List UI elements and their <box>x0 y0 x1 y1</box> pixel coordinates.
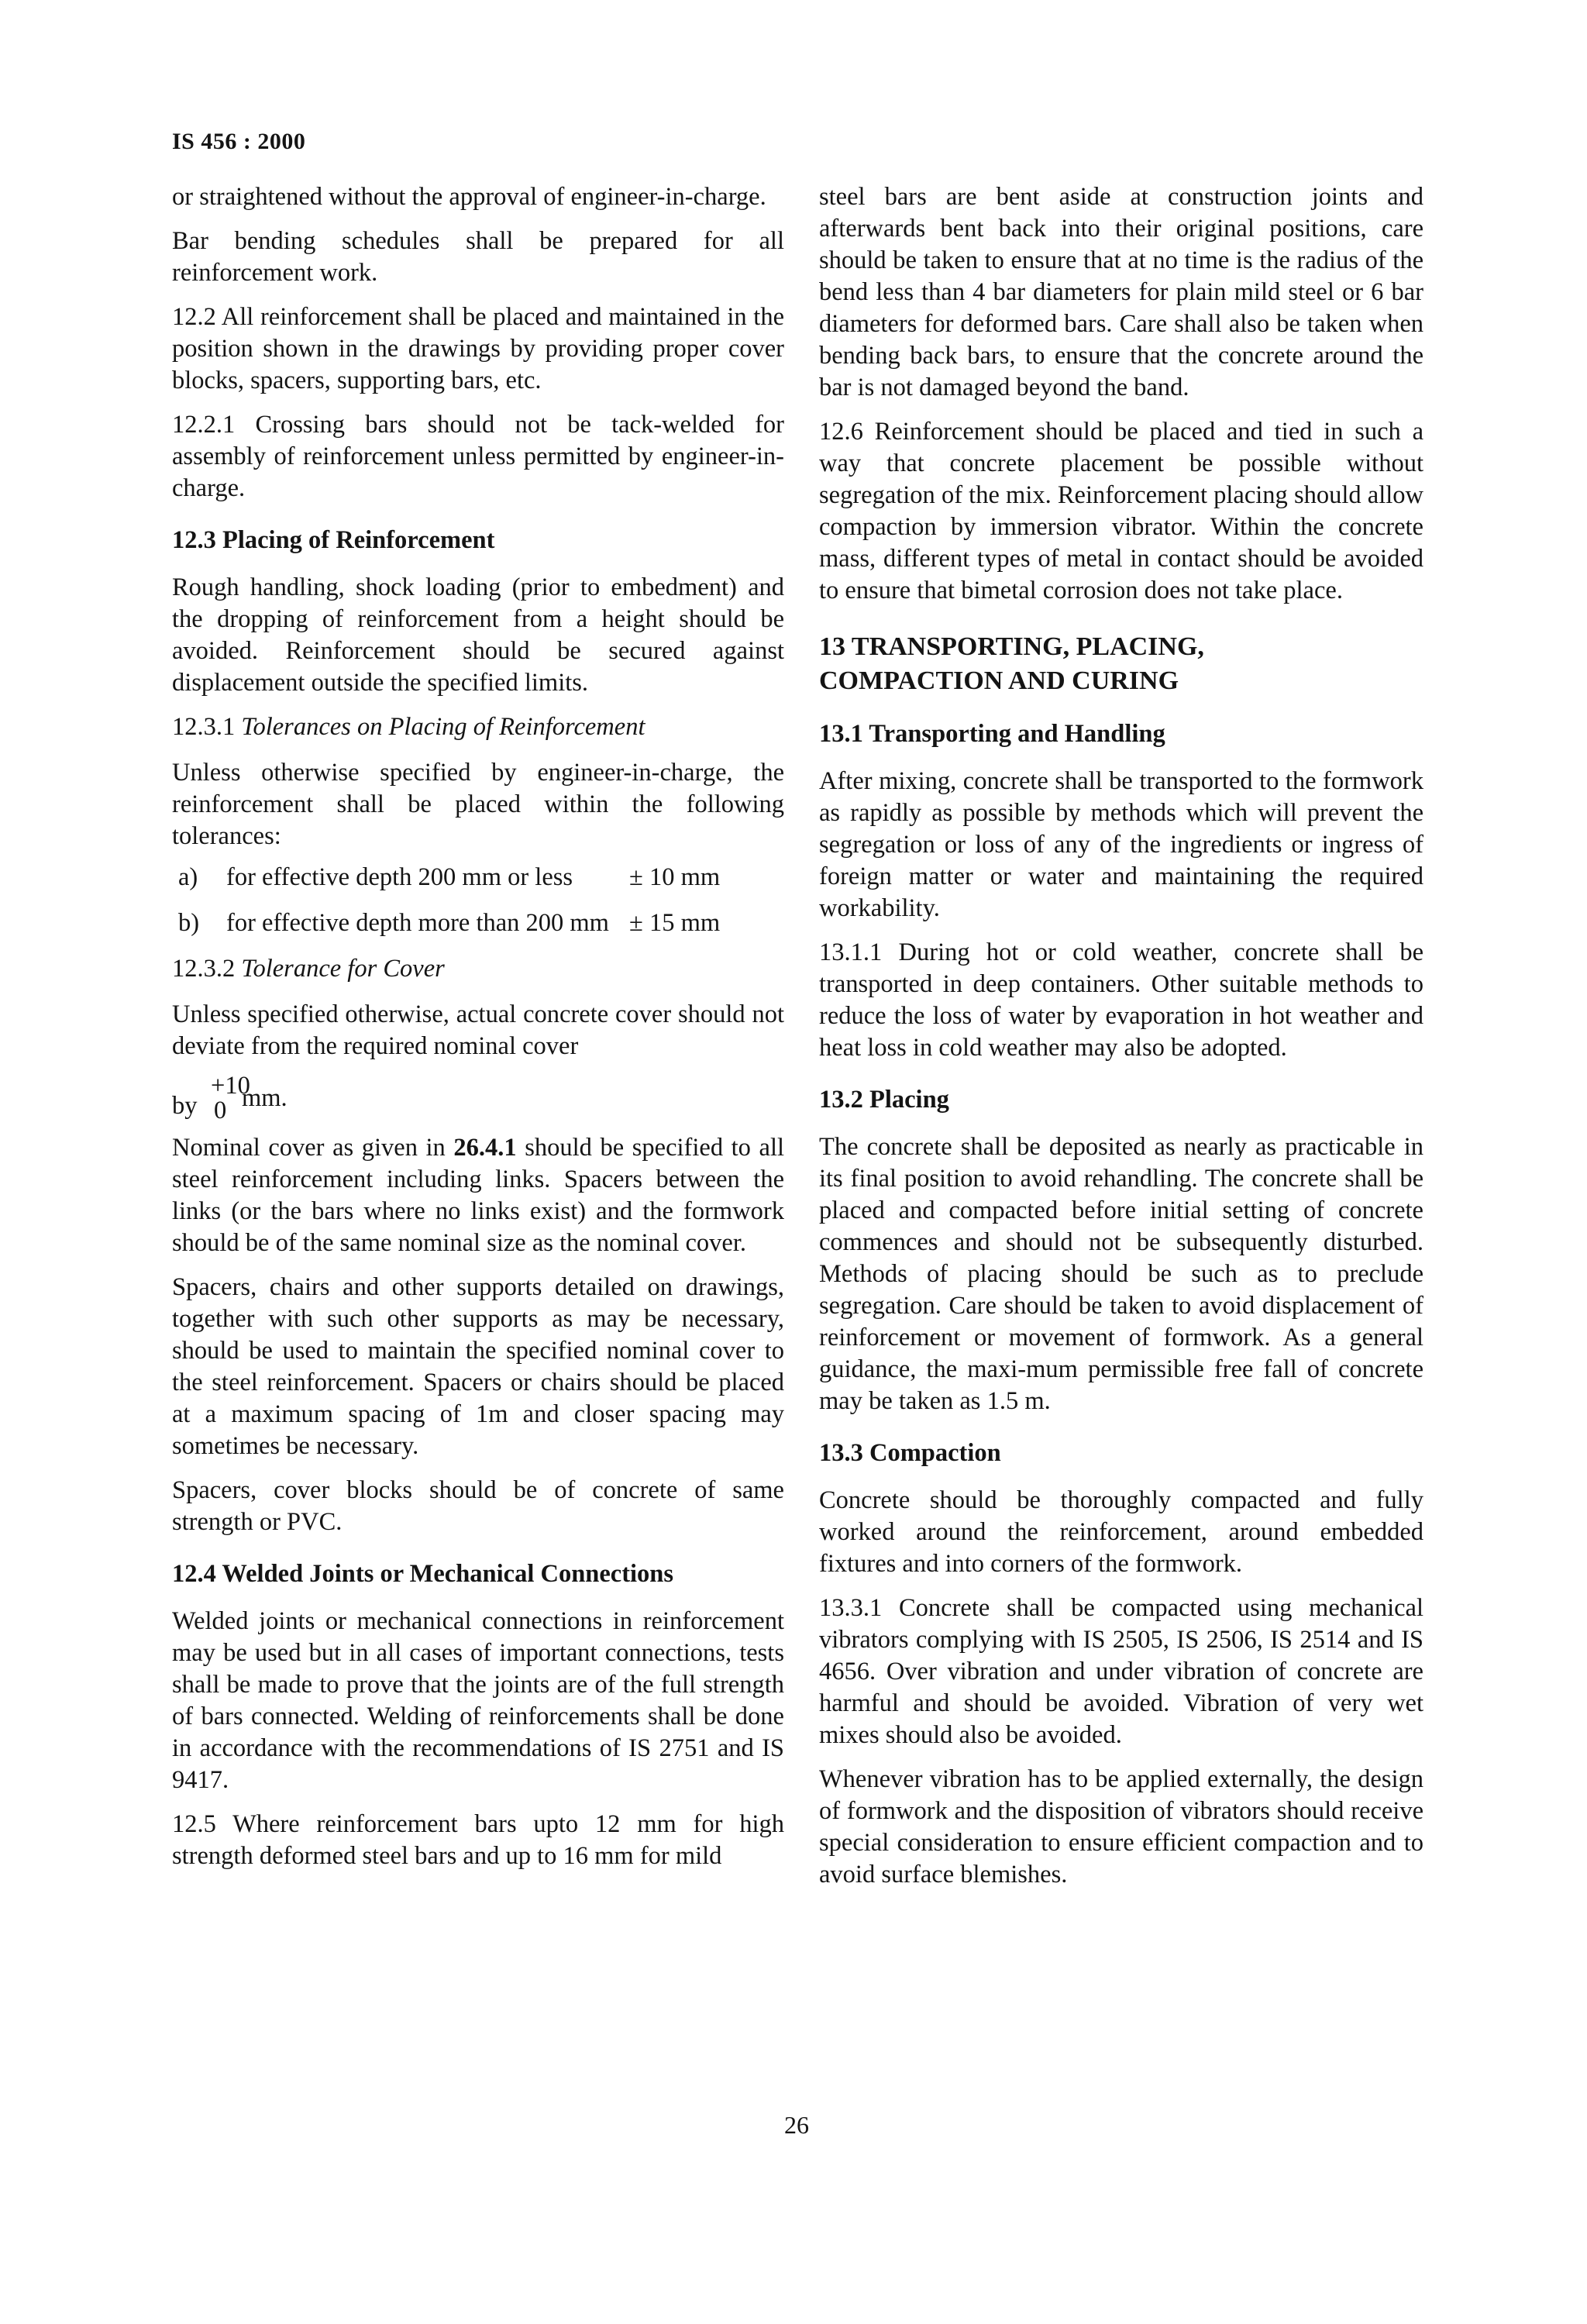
clause-text: During hot or cold weather, concrete shall be transported in deep containers. Other suitable methods to reduce the loss of water by evaporation in hot weather and heat loss in cold weather may also be adopted. <box>819 938 1423 1062</box>
page-number: 26 <box>784 2111 809 2139</box>
paragraph: Welded joints or mechanical connections in reinforcement may be used but in all cases of important connections, tests shall be made to prove that the joints are of the full strength of bars connected. Welding of reinforcements shall be done in accordance with the recommendations of IS 2751 and IS 9417. <box>172 1607 784 1794</box>
subsection-title: Tolerances on Placing of Reinforcement <box>241 713 645 741</box>
cover-unit: mm. <box>242 1084 287 1112</box>
text-run: Nominal cover as given in <box>172 1134 454 1162</box>
text-run: should be specified to all steel reinforcement including links. Spacers between the links (or the bars where no links exist) and the formwork should be of the same nominal size as the nominal cover. <box>172 1134 785 1257</box>
cover-upper-tolerance: +10 <box>211 1072 250 1100</box>
subsection-title: Tolerance for Cover <box>241 955 445 983</box>
section-heading-12-4: 12.4 Welded Joints or Mechanical Connections <box>172 1560 674 1588</box>
tolerance-value: ± 15 mm <box>629 909 721 937</box>
paragraph: Whenever vibration has to be applied externally, the design of formwork and the disposition of vibrators should receive special consideration to ensure efficient compaction and to avoid surface blemishes. <box>819 1765 1423 1888</box>
clause-number: 13.1.1 <box>819 938 883 966</box>
clause-text: Concrete shall be compacted using mechanical vibrators complying with IS 2505, IS 2506, IS 2514 and IS 4656. Over vibration and under vibration of concrete are harmful and should be avoided. Vibration of very wet mixes should also be avoided. <box>819 1594 1424 1749</box>
paragraph: Unless otherwise specified by engineer-in-charge, the reinforcement shall be placed within the following tolerances: <box>172 759 784 850</box>
paragraph: Spacers, chairs and other supports detailed on drawings, together with such other supports as may be necessary, should be used to maintain the specified nominal cover to the steel reinforcement. Spacers or chairs should be placed at a maximum spacing of 1m and closer spacing may sometimes be necessary. <box>172 1273 784 1460</box>
clause-text: All reinforcement shall be placed and maintained in the position shown in the drawings by providing proper cover blocks, spacers, supporting bars, etc. <box>172 303 784 394</box>
paragraph: Spacers, cover blocks should be of concrete of same strength or PVC. <box>172 1476 784 1536</box>
clause-number: 12.6 <box>819 418 863 446</box>
section-heading-13-2: 13.2 Placing <box>819 1086 949 1114</box>
clause-13-1-1 <box>819 937 1423 1064</box>
tolerance-value: ± 10 mm <box>629 863 721 891</box>
clause-number: 12.2 <box>172 303 216 331</box>
tolerance-text: for effective depth more than 200 mm <box>226 909 609 937</box>
paragraph: steel bars are bent aside at construction joints and afterwards bent back into their original positions, care should be taken to ensure that at no time is the radius of the bend less than 4 bar diameters for plain mild steel or 6 bar diameters for deformed bars. Care shall also be taken when bending back bars, to ensure that the concrete around the bar is not damaged beyond the band. <box>819 183 1423 401</box>
list-item <box>172 907 784 939</box>
cross-reference: 26.4.1 <box>453 1134 517 1162</box>
paragraph: or straightened without the approval of engineer-in-charge. <box>172 183 766 211</box>
section-heading-13 <box>819 630 1423 698</box>
clause-12-2-1 <box>172 409 784 504</box>
tolerance-text: for effective depth 200 mm or less <box>226 863 573 891</box>
clause-number: 12.3.1 <box>172 713 236 741</box>
paragraph: Concrete should be thoroughly compacted and fully worked around the reinforcement, around embedded fixtures and into corners of the formwork. <box>819 1486 1423 1578</box>
tolerance-list <box>172 862 784 939</box>
subsection-heading-12-3-1 <box>172 711 784 743</box>
paragraph: Unless specified otherwise, actual concrete cover should not deviate from the required nominal cover <box>172 1000 784 1060</box>
section-heading-13-1: 13.1 Transporting and Handling <box>819 720 1165 748</box>
heading-line: 13 TRANSPORTING, PLACING, <box>819 632 1204 661</box>
list-item <box>172 862 784 893</box>
clause-12-2 <box>172 301 784 397</box>
clause-13-3-1 <box>819 1592 1423 1751</box>
paragraph: Rough handling, shock loading (prior to embedment) and the dropping of reinforcement from a height should be avoided. Reinforcement should be secured against displacement outside the specified limits. <box>172 573 784 697</box>
clause-number: 12.2.1 <box>172 411 236 439</box>
left-column <box>172 181 784 1885</box>
clause-text: Where reinforcement bars upto 12 mm for high strength deformed steel bars and up to 16 mm for mild <box>172 1810 784 1870</box>
clause-text: Crossing bars should not be tack-welded for assembly of reinforcement unless permitted by engineer-in-charge. <box>172 411 785 502</box>
paragraph: The concrete shall be deposited as nearly as practicable in its final position to avoid rehandling. The concrete shall be placed and compacted before initial setting of concrete commences and should not be subsequently disturbed. Methods of placing should be such as to preclude segregation. Care should be taken to avoid displacement of reinforcement or movement of formwork. As a general guidance, the maxi-mum permissible free fall of concrete may be taken as 1.5 m. <box>819 1133 1423 1415</box>
subsection-heading-12-3-2 <box>172 953 784 985</box>
list-marker: a) <box>178 863 198 891</box>
paragraph <box>172 1132 784 1259</box>
document-header: IS 456 : 2000 <box>172 129 306 154</box>
clause-number: 12.3.2 <box>172 955 236 983</box>
clause-number: 12.5 <box>172 1810 216 1838</box>
paragraph: After mixing, concrete shall be transported to the formwork as rapidly as possible by methods which will prevent the segregation or loss of any of the ingredients or ingress of foreign matter or water and maintaining the required workability. <box>819 767 1423 922</box>
cover-by: by <box>172 1092 198 1120</box>
clause-12-5 <box>172 1809 784 1872</box>
right-column <box>819 181 1423 1903</box>
section-heading-13-3: 13.3 Compaction <box>819 1439 1001 1467</box>
clause-12-6 <box>819 416 1423 607</box>
section-heading-12-3: 12.3 Placing of Reinforcement <box>172 526 495 554</box>
clause-text: Reinforcement should be placed and tied in such a way that concrete placement be possible without segregation of the mix. Reinforcement placing should allow compaction by immersion vibrator. Within the concrete mass, different types of metal in contact should be avoided to ensure that bimetal corrosion does not take place. <box>819 418 1424 604</box>
cover-lower-tolerance: 0 <box>214 1097 227 1124</box>
list-marker: b) <box>178 909 200 937</box>
heading-line: COMPACTION AND CURING <box>819 666 1179 695</box>
clause-number: 13.3.1 <box>819 1594 883 1622</box>
paragraph: Bar bending schedules shall be prepared for all reinforcement work. <box>172 227 784 287</box>
cover-tolerance-expression <box>172 1072 784 1124</box>
